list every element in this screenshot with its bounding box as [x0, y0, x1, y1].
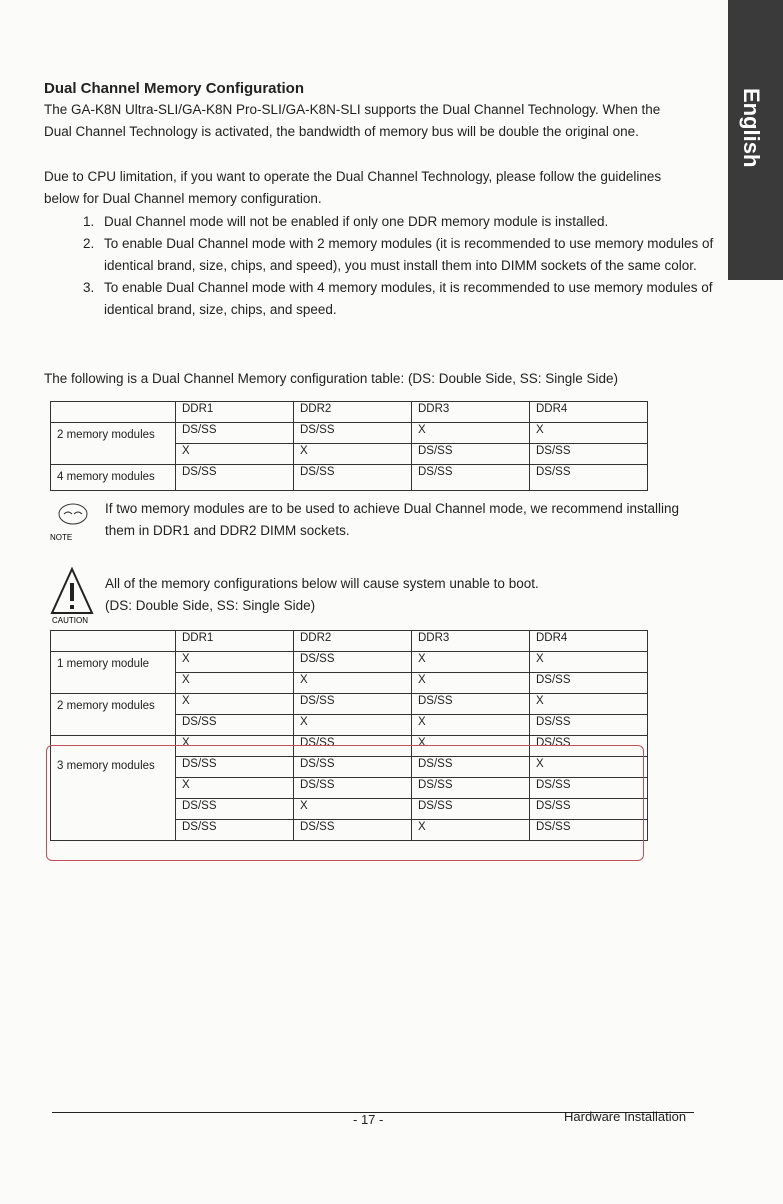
- language-label: English: [739, 88, 764, 168]
- caution-icon: [48, 565, 102, 625]
- table-cell: X: [412, 820, 530, 841]
- table-cell: X: [412, 423, 530, 444]
- table-cell: DS/SS: [294, 778, 412, 799]
- table-cell: X: [530, 423, 648, 444]
- section-title: Dual Channel Memory Configuration: [44, 80, 305, 97]
- note-block: [48, 498, 680, 547]
- guideline-item: 3. To enable Dual Channel mode with 4 memory modules, it is recommended to use memory modules of identical brand, size, chips, and speed.: [98, 277, 738, 321]
- column-header: DDR1: [176, 631, 294, 652]
- table-cell: DS/SS: [530, 778, 648, 799]
- column-header: DDR2: [294, 631, 412, 652]
- table-cell: X: [412, 673, 530, 694]
- table-cell: DS/SS: [530, 799, 648, 820]
- table-cell: DS/SS: [412, 778, 530, 799]
- table-row: [51, 652, 648, 673]
- caution-text: All of the memory configurations below will cause system unable to boot.: [105, 576, 539, 591]
- table-cell: X: [176, 778, 294, 799]
- table-cell: X: [294, 673, 412, 694]
- table-cell: DS/SS: [176, 715, 294, 736]
- section-name: Hardware Installation: [564, 1109, 687, 1124]
- row-group-label: 1 memory module: [51, 652, 176, 694]
- table-cell: X: [294, 799, 412, 820]
- dual-channel-table: [50, 401, 648, 491]
- table-cell: DS/SS: [530, 444, 648, 465]
- table-cell: DS/SS: [294, 736, 412, 757]
- table-cell: DS/SS: [176, 799, 294, 820]
- table-cell: X: [176, 673, 294, 694]
- table-row: [51, 465, 648, 491]
- table-cell: X: [412, 736, 530, 757]
- table-cell: X: [176, 444, 294, 465]
- guideline-item: 1. Dual Channel mode will not be enabled if only one DDR memory module is installed.: [98, 211, 738, 233]
- header-row: [51, 402, 648, 423]
- intro-paragraph: The GA-K8N Ultra-SLI/GA-K8N Pro-SLI/GA-K8N-SLI supports the Dual Channel Technology. When the Dual Channel Technology is activated, the bandwidth of memory bus will be double the original one.: [44, 102, 661, 139]
- table-cell: DS/SS: [412, 444, 530, 465]
- table-cell: X: [530, 757, 648, 778]
- note-icon-label: NOTE: [50, 533, 73, 542]
- header-row: [51, 631, 648, 652]
- note-icon: [48, 498, 98, 542]
- row-group-label: 3 memory modules: [51, 736, 176, 841]
- table-cell: DS/SS: [530, 736, 648, 757]
- column-header: DDR3: [412, 631, 530, 652]
- caution-icon-label: CAUTION: [52, 616, 88, 625]
- table-cell: X: [412, 715, 530, 736]
- table-cell: DS/SS: [412, 757, 530, 778]
- table-cell: DS/SS: [176, 757, 294, 778]
- table-cell: X: [294, 715, 412, 736]
- row-group-label: 2 memory modules: [51, 423, 176, 465]
- column-header: DDR4: [530, 631, 648, 652]
- table-cell: DS/SS: [412, 465, 530, 491]
- table-cell: DS/SS: [294, 694, 412, 715]
- highlight-box: [46, 745, 644, 861]
- table-cell: DS/SS: [176, 820, 294, 841]
- table-cell: X: [412, 652, 530, 673]
- row-group-label: 4 memory modules: [51, 465, 176, 491]
- guideline-item: 2. To enable Dual Channel mode with 2 memory modules (it is recommended to use memory modules of identical brand, size, chips, and speed), you must install them into DIMM sockets of the same color.: [98, 233, 738, 277]
- table-cell: DS/SS: [294, 423, 412, 444]
- column-header: DDR3: [412, 402, 530, 423]
- page-number: - 17 -: [353, 1112, 384, 1127]
- table-cell: DS/SS: [530, 673, 648, 694]
- table-cell: DS/SS: [294, 465, 412, 491]
- table-row: [51, 694, 648, 715]
- table-cell: DS/SS: [412, 799, 530, 820]
- table-cell: DS/SS: [530, 820, 648, 841]
- column-header: DDR2: [294, 402, 412, 423]
- caution-subtext: (DS: Double Side, SS: Single Side): [105, 598, 316, 613]
- table-cell: DS/SS: [412, 694, 530, 715]
- limitation-paragraph: Due to CPU limitation, if you want to operate the Dual Channel Technology, please follow the guidelines below for Dual Channel memory configuration.: [44, 169, 662, 206]
- table-cell: DS/SS: [294, 820, 412, 841]
- table-cell: X: [530, 652, 648, 673]
- table-row: [51, 423, 648, 444]
- guidelines-list: [44, 211, 738, 321]
- caution-block: [48, 565, 539, 630]
- table-cell: X: [176, 652, 294, 673]
- corner-cell: [51, 631, 176, 652]
- table-cell: X: [176, 736, 294, 757]
- table-cell: DS/SS: [294, 757, 412, 778]
- table-cell: DS/SS: [176, 423, 294, 444]
- table-intro: The following is a Dual Channel Memory configuration table: (DS: Double Side, SS: Single Side): [44, 371, 619, 386]
- table-cell: DS/SS: [294, 652, 412, 673]
- table-cell: DS/SS: [530, 715, 648, 736]
- corner-cell: [51, 402, 176, 423]
- table-cell: X: [294, 444, 412, 465]
- table-cell: DS/SS: [530, 465, 648, 491]
- row-group-label: 2 memory modules: [51, 694, 176, 736]
- table-cell: X: [176, 694, 294, 715]
- table-cell: X: [530, 694, 648, 715]
- note-text: If two memory modules are to be used to achieve Dual Channel mode, we recommend installing them in DDR1 and DDR2 DIMM sockets.: [105, 501, 680, 538]
- column-header: DDR4: [530, 402, 648, 423]
- table-cell: DS/SS: [176, 465, 294, 491]
- column-header: DDR1: [176, 402, 294, 423]
